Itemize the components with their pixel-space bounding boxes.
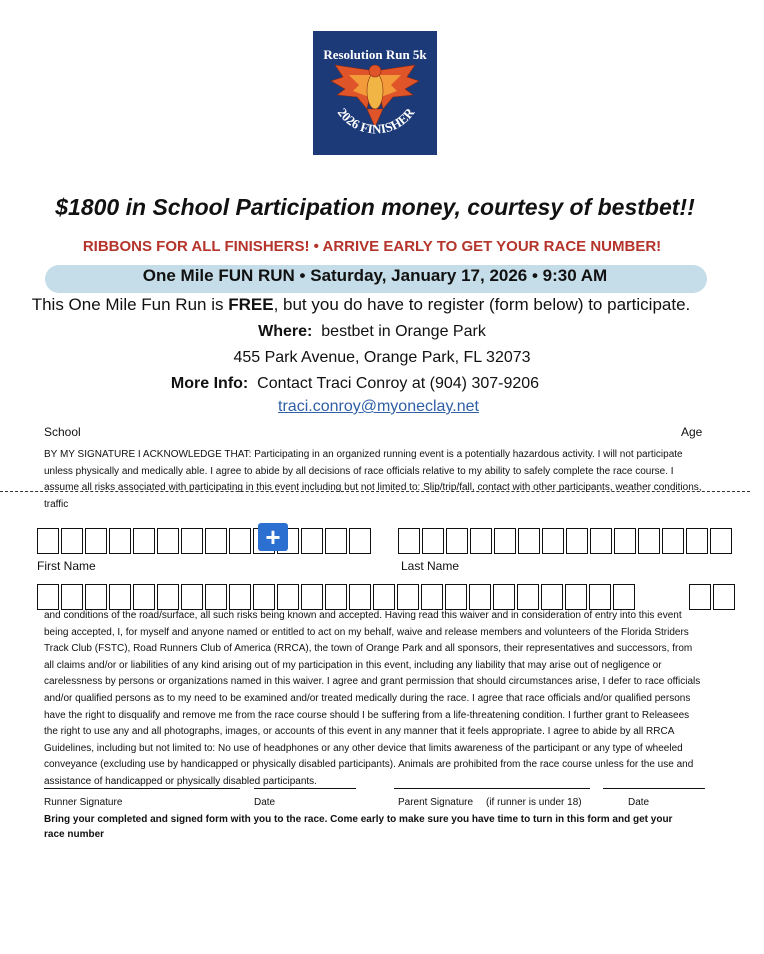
free-text-strong: FREE bbox=[228, 295, 274, 314]
contact-email-link[interactable]: traci.conroy@myoneclay.net bbox=[278, 398, 479, 415]
logo-title: Resolution Run 5k bbox=[323, 47, 427, 62]
more-info-value: Contact Traci Conroy at (904) 307-9206 bbox=[257, 375, 540, 392]
free-registration-note bbox=[0, 295, 722, 315]
parent-date-line[interactable] bbox=[603, 788, 705, 789]
cut-line bbox=[0, 491, 750, 492]
runner-date-line[interactable] bbox=[254, 788, 356, 789]
parent-signature-label: Parent Signature bbox=[398, 797, 474, 808]
where-value: bestbet in Orange Park bbox=[321, 323, 486, 340]
parent-signature-note: (if runner is under 18) bbox=[486, 797, 582, 808]
last-name-input[interactable] bbox=[398, 528, 734, 554]
address-line: 455 Park Avenue, Orange Park, FL 32073 bbox=[233, 349, 531, 366]
age-input[interactable] bbox=[689, 584, 737, 610]
location-line bbox=[0, 323, 744, 341]
school-input[interactable] bbox=[37, 584, 637, 610]
race-logo bbox=[313, 31, 437, 155]
more-info-label: More Info: bbox=[170, 375, 249, 392]
runner-date-label: Date bbox=[254, 797, 276, 808]
waiver-text-bottom: and conditions of the road/surface, all such risks being known and accepted. Having read this waiver and in consideration of entry into this event being accepted, I, for myself and anyone named or entitled to act on my behalf, waive and release members and volunteers of the Florida Striders Track Club (FSTC), Road Runners Club of America (RRCA), the town of Orange Park and all sponsors, their representatives and successors, from all claims and/or or liabilities of any kind arising out of my participation in this event, including any liability that may arise out of negligence or carelessness by persons or organizations named in this waiver. I agree and grant permission that should circumstances arise, I defer to race officials and/or qualified persons as to my need to be examined and/or treated medically during the race. I agree that race officials and/or qualified persons have the right to disqualify and remove me from the race course should I be suffering from a life-threatening condition. I further grant to Releasees the right to use any and all photographs, images, or accounts of this event in any manner that it feels appropriate. I agree to abide by all RRCA Guidelines, including but not limited to: No use of headphones or any other device that limits awareness of the participant or any type of wheeled conveyance (excluding use by handicapped or physically disabled participants). Animals are prohibited from the race course unless for the use and assistance of handicapped or physically disabled participants. bbox=[44, 610, 701, 787]
where-label: Where: bbox=[258, 323, 313, 340]
waiver-text-top: BY MY SIGNATURE I ACKNOWLEDGE THAT: Participating in an organized running event is a potentially hazardous activity. I will not participate unless physically and medically able. I agree to abide by all decisions of race officials relative to my ability to safely complete the race course. I assume all risks associated with participating in this event including but not limited to: Slip/trip/fall, contact with other participants, weather conditions, traffic bbox=[44, 449, 702, 510]
first-name-label: First Name bbox=[37, 559, 96, 573]
free-text-after: , but you do have to register (form below) to participate. bbox=[273, 295, 691, 314]
phoenix-icon bbox=[313, 31, 437, 155]
parent-date-label: Date bbox=[628, 797, 650, 808]
runner-signature-line[interactable] bbox=[44, 788, 240, 789]
logo-subtitle: 2026 FINISHER bbox=[334, 104, 418, 137]
ribbons-announcement: RIBBONS FOR ALL FINISHERS! • ARRIVE EARLY TO GET YOUR RACE NUMBER! bbox=[82, 238, 662, 255]
page-title: $1800 in School Participation money, courtesy of bestbet!! bbox=[55, 194, 695, 220]
free-text-before: This One Mile Fun Run is bbox=[31, 295, 229, 314]
school-label: School bbox=[44, 425, 81, 439]
runner-signature-label: Runner Signature bbox=[44, 797, 123, 808]
last-name-label: Last Name bbox=[401, 559, 460, 573]
contact-line bbox=[0, 375, 710, 393]
footer-note: Bring your completed and signed form with you to the race. Come early to make sure you have time to turn in this form and get your race number bbox=[44, 814, 673, 840]
first-name-input[interactable] bbox=[37, 528, 373, 554]
add-button[interactable]: + bbox=[258, 523, 288, 551]
age-label: Age bbox=[681, 425, 703, 439]
event-date-line: One Mile FUN RUN • Saturday, January 17, 2026 • 9:30 AM bbox=[142, 266, 608, 285]
parent-signature-line[interactable] bbox=[394, 788, 590, 789]
